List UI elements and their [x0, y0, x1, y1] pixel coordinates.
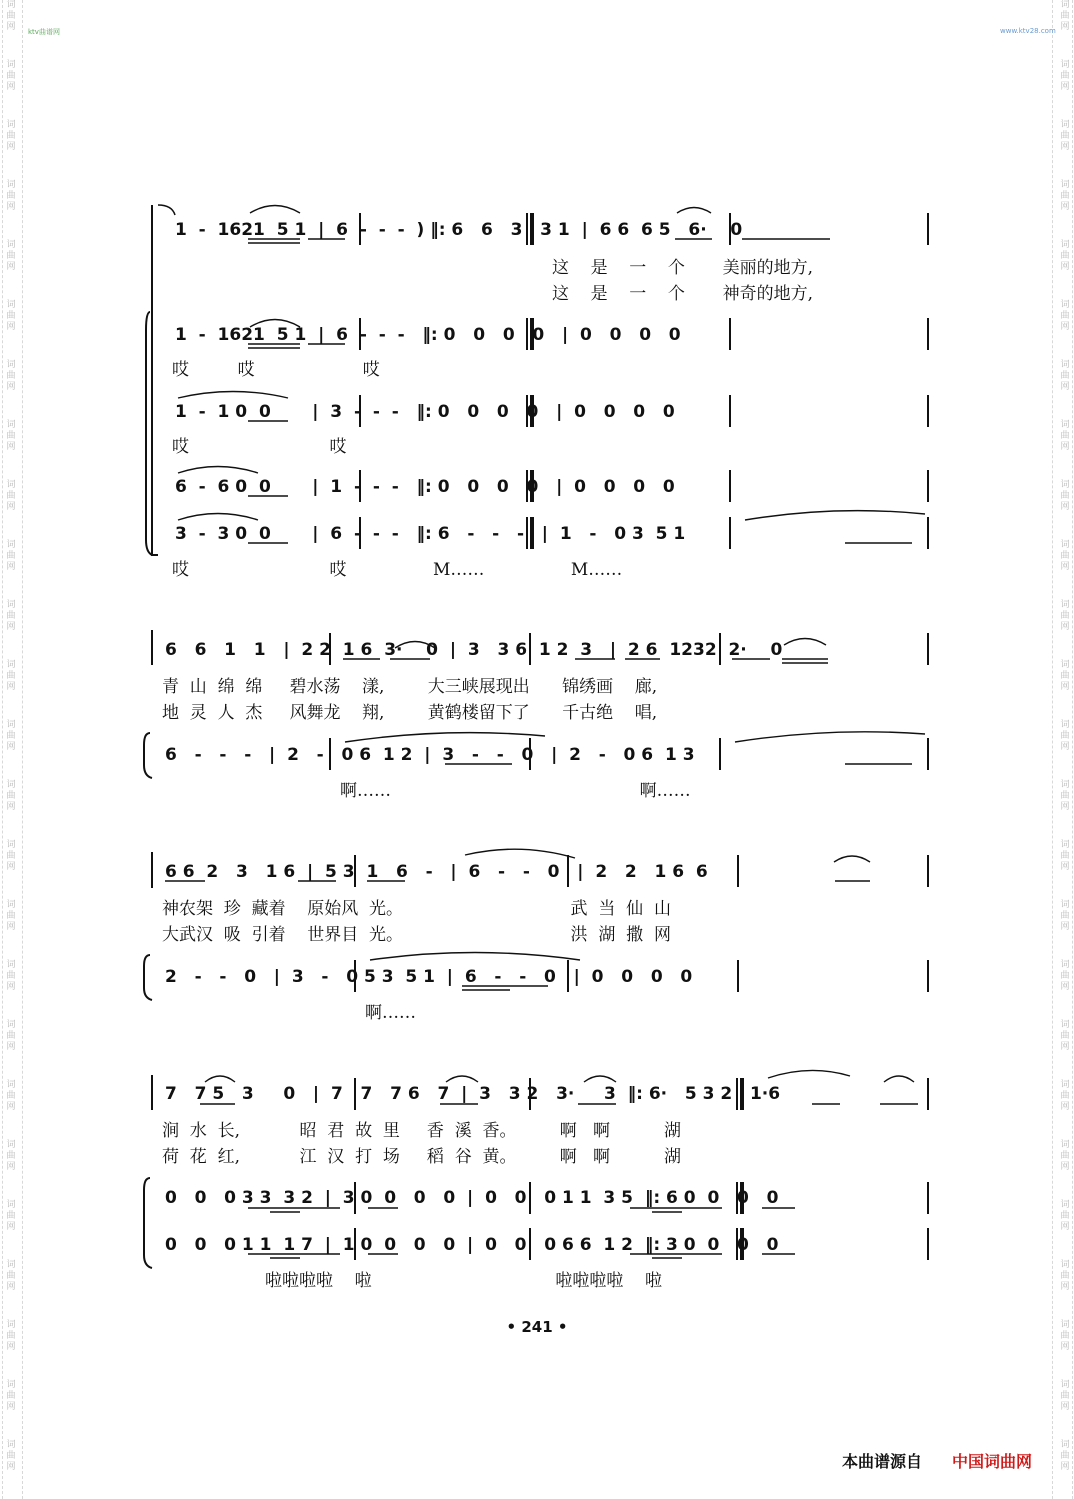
watermark-char: 网	[1060, 322, 1070, 332]
watermark-char: 词	[6, 120, 16, 130]
system3-voice2-lyric: 啊……	[365, 1003, 416, 1023]
watermark-char: 词	[1060, 720, 1070, 730]
watermark-char: 词	[1060, 420, 1070, 430]
watermark-char: 词	[6, 240, 16, 250]
watermark-char: 词	[6, 180, 16, 190]
watermark-char: 词	[6, 420, 16, 430]
system4-voice3-lyric: 啦啦啦啦 啦 啦啦啦啦 啦	[265, 1271, 662, 1291]
watermark-char: 网	[1060, 442, 1070, 452]
watermark-char: 网	[1060, 1042, 1070, 1052]
watermark-char: 网	[6, 1222, 16, 1232]
watermark-char: 词	[1060, 1080, 1070, 1090]
watermark-char: 词	[1060, 180, 1070, 190]
watermark-char: 词	[6, 300, 16, 310]
watermark-char: 网	[6, 1462, 16, 1472]
watermark-char: 词	[1060, 1260, 1070, 1270]
watermark-char: 网	[6, 622, 16, 632]
watermark-char: 网	[6, 262, 16, 272]
watermark-char: 曲	[1060, 1151, 1070, 1161]
watermark-char: 曲	[6, 191, 16, 201]
watermark-char: 曲	[1060, 1271, 1070, 1281]
watermark-char: 网	[6, 682, 16, 692]
watermark-char: 网	[1060, 22, 1070, 32]
watermark-char: 曲	[6, 611, 16, 621]
watermark-char: 词	[1060, 1200, 1070, 1210]
watermark-char: 网	[1060, 142, 1070, 152]
watermark-char: 词	[6, 60, 16, 70]
watermark-char: 词	[1060, 600, 1070, 610]
watermark-char: 网	[6, 202, 16, 212]
watermark-char: 网	[6, 1102, 16, 1112]
watermark-char: 词	[1060, 1140, 1070, 1150]
watermark-char: 曲	[6, 851, 16, 861]
watermark-char: 网	[1060, 1162, 1070, 1172]
watermark-char: 曲	[6, 431, 16, 441]
system4-lyric-verse1: 涧 水 长, 昭 君 故 里 香 溪 香。 啊 啊 湖	[162, 1121, 681, 1141]
watermark-char: 网	[6, 1342, 16, 1352]
watermark-char: 词	[1060, 0, 1070, 10]
watermark-char: 曲	[1060, 1391, 1070, 1401]
watermark-char: 曲	[6, 491, 16, 501]
watermark-char: 词	[6, 480, 16, 490]
watermark-char: 词	[1060, 1020, 1070, 1030]
watermark-char: 词	[1060, 780, 1070, 790]
watermark-char: 网	[6, 82, 16, 92]
watermark-char: 网	[1060, 1222, 1070, 1232]
watermark-char: 网	[6, 1282, 16, 1292]
watermark-char: 曲	[1060, 71, 1070, 81]
watermark-char: 网	[6, 502, 16, 512]
system4-melody-row: 7 7 5 3 0 | 7 7 7 6 7 | 3 3 2 3· 3 ‖: 6· 5 3 2 1·6	[165, 1084, 781, 1104]
watermark-char: 曲	[1060, 1031, 1070, 1041]
watermark-char: 曲	[1060, 551, 1070, 561]
system2-melody-row: 6 6 1 1 | 2 2 1 6 3· 0 | 3 3 6 1 2 3 | 2 6 1232 2· 0	[165, 640, 783, 660]
system2-lyric-verse2: 地 灵 人 杰 风舞龙 翔, 黄鹤楼留下了 千古绝 唱,	[162, 703, 658, 723]
page-number: • 241 •	[506, 1318, 568, 1336]
watermark-char: 曲	[1060, 611, 1070, 621]
watermark-char: 曲	[6, 11, 16, 21]
watermark-char: 曲	[6, 131, 16, 141]
watermark-char: 词	[6, 1020, 16, 1030]
watermark-char: 曲	[1060, 1451, 1070, 1461]
system3-lyric-verse1: 神农架 珍 藏着 原始风 光。 武 当 仙 山	[162, 899, 671, 919]
system4-voice3-row: 0 0 0 1 1 1 7 | 1 0 0 0 0 | 0 0 0 6 6 1 2 ‖: 3 0 0 0 0	[165, 1235, 779, 1255]
watermark-char: 曲	[1060, 191, 1070, 201]
watermark-char: 曲	[1060, 791, 1070, 801]
system2-lyric-verse1: 青 山 绵 绵 碧水荡 漾, 大三峡展现出 锦绣画 廊,	[162, 677, 658, 697]
system2-voice2-row: 6 - - - | 2 - 0 6 1 2 | 3 - - 0 | 2 - 0 6 1 3	[165, 745, 695, 765]
watermark-char: 网	[6, 562, 16, 572]
watermark-char: 词	[6, 960, 16, 970]
watermark-char: 词	[1060, 960, 1070, 970]
watermark-char: 网	[1060, 562, 1070, 572]
watermark-char: 曲	[6, 1091, 16, 1101]
watermark-char: 网	[1060, 862, 1070, 872]
watermark-char: 曲	[6, 1031, 16, 1041]
watermark-char: 曲	[1060, 911, 1070, 921]
watermark-char: 曲	[1060, 1211, 1070, 1221]
header-left-text: ktv曲谱网	[28, 28, 60, 36]
watermark-char: 网	[6, 922, 16, 932]
watermark-char: 网	[1060, 682, 1070, 692]
watermark-char: 网	[1060, 742, 1070, 752]
watermark-char: 网	[6, 142, 16, 152]
system1-voice3-lyric: 哎 哎	[172, 437, 347, 457]
watermark-char: 网	[6, 982, 16, 992]
watermark-char: 词	[6, 540, 16, 550]
system3-melody-row: 6 6 2 3 1 6 | 5 3 1 6 - | 6 - - 0 | 2 2 1 6 6	[165, 862, 708, 882]
watermark-char: 曲	[6, 1391, 16, 1401]
system1-melody-row: 1 - 1621 5 1 | 6 - - - ) ‖: 6 6 3 3 1 | 6 6 6 5 6· 0	[175, 220, 743, 240]
system3-lyric-verse2: 大武汉 吸 引着 世界目 光。 洪 湖 撒 网	[162, 925, 671, 945]
watermark-char: 曲	[6, 671, 16, 681]
watermark-char: 曲	[1060, 971, 1070, 981]
watermark-char: 词	[1060, 120, 1070, 130]
watermark-char: 曲	[6, 551, 16, 561]
watermark-char: 曲	[1060, 1091, 1070, 1101]
system1-voice2-row: 1 - 1621 5 1 | 6 - - - ‖: 0 0 0 0 | 0 0 0 0	[175, 325, 681, 345]
watermark-char: 词	[6, 1080, 16, 1090]
watermark-char: 曲	[1060, 491, 1070, 501]
system2-voice2-lyric: 啊…… 啊……	[340, 781, 691, 801]
watermark-char: 曲	[6, 1451, 16, 1461]
watermark-char: 曲	[1060, 671, 1070, 681]
system1-voice2-lyric: 哎 哎 哎	[172, 360, 380, 380]
source-label: 本曲谱源自	[842, 1452, 923, 1471]
watermark-char: 网	[1060, 802, 1070, 812]
watermark-char: 词	[1060, 1320, 1070, 1330]
watermark-char: 词	[6, 1440, 16, 1450]
watermark-char: 词	[1060, 900, 1070, 910]
watermark-char: 曲	[6, 791, 16, 801]
watermark-char: 网	[6, 1402, 16, 1412]
watermark-char: 词	[6, 900, 16, 910]
watermark-char: 曲	[6, 731, 16, 741]
watermark-char: 网	[1060, 1342, 1070, 1352]
watermark-char: 网	[1060, 1102, 1070, 1112]
system1-voice5-row: 3 - 3 0 0 | 6 - - - ‖: 6 - - - | 1 - 0 3 5 1	[175, 524, 686, 544]
watermark-char: 曲	[1060, 1331, 1070, 1341]
watermark-char: 曲	[6, 251, 16, 261]
watermark-char: 曲	[1060, 11, 1070, 21]
watermark-char: 词	[1060, 660, 1070, 670]
watermark-char: 词	[6, 1320, 16, 1330]
watermark-char: 词	[6, 780, 16, 790]
system4-lyric-verse2: 荷 花 红, 江 汉 打 场 稻 谷 黄。 啊 啊 湖	[162, 1147, 681, 1167]
watermark-char: 网	[6, 1042, 16, 1052]
watermark-char: 曲	[6, 1331, 16, 1341]
watermark-char: 网	[6, 742, 16, 752]
watermark-char: 词	[1060, 300, 1070, 310]
watermark-char: 网	[1060, 982, 1070, 992]
watermark-char: 曲	[1060, 371, 1070, 381]
watermark-char: 网	[6, 322, 16, 332]
watermark-char: 曲	[6, 971, 16, 981]
watermark-char: 网	[1060, 622, 1070, 632]
watermark-char: 曲	[6, 71, 16, 81]
watermark-char: 词	[6, 360, 16, 370]
watermark-char: 网	[1060, 382, 1070, 392]
watermark-char: 曲	[6, 311, 16, 321]
system1-voice3-row: 1 - 1 0 0 | 3 - - - ‖: 0 0 0 0 | 0 0 0 0	[175, 402, 675, 422]
watermark-char: 词	[6, 1140, 16, 1150]
watermark-char: 网	[6, 1162, 16, 1172]
watermark-char: 词	[6, 840, 16, 850]
system1-voice5-lyric: 哎 哎 M…… M……	[172, 560, 623, 580]
watermark-char: 词	[6, 660, 16, 670]
system1-voice4-row: 6 - 6 0 0 | 1 - - - ‖: 0 0 0 0 | 0 0 0 0	[175, 477, 675, 497]
watermark-char: 曲	[1060, 431, 1070, 441]
watermark-char: 曲	[6, 371, 16, 381]
watermark-char: 网	[1060, 1462, 1070, 1472]
watermark-char: 词	[1060, 360, 1070, 370]
watermark-char: 词	[1060, 240, 1070, 250]
watermark-char: 词	[1060, 1380, 1070, 1390]
system4-voice2-row: 0 0 0 3 3 3 2 | 3 0 0 0 0 | 0 0 0 1 1 3 5 ‖: 6 0 0 0 0	[165, 1188, 779, 1208]
watermark-char: 词	[6, 1200, 16, 1210]
watermark-char: 网	[1060, 502, 1070, 512]
source-site-link[interactable]: 中国词曲网	[952, 1452, 1033, 1471]
header-right-text: www.ktv28.com	[1000, 27, 1056, 35]
watermark-char: 词	[1060, 60, 1070, 70]
watermark-char: 词	[1060, 480, 1070, 490]
watermark-char: 词	[6, 1380, 16, 1390]
watermark-char: 网	[6, 442, 16, 452]
watermark-char: 曲	[1060, 131, 1070, 141]
watermark-char: 曲	[1060, 251, 1070, 261]
watermark-char: 网	[1060, 82, 1070, 92]
watermark-char: 曲	[6, 911, 16, 921]
system1-lyric-verse1: 这 是 一 个 美丽的地方,	[552, 258, 814, 278]
watermark-char: 网	[1060, 1282, 1070, 1292]
watermark-char: 曲	[1060, 731, 1070, 741]
watermark-char: 曲	[6, 1211, 16, 1221]
watermark-char: 词	[6, 0, 16, 10]
watermark-char: 词	[1060, 840, 1070, 850]
watermark-char: 词	[6, 720, 16, 730]
watermark-char: 曲	[6, 1151, 16, 1161]
watermark-char: 网	[6, 382, 16, 392]
watermark-char: 网	[1060, 1402, 1070, 1412]
watermark-char: 网	[6, 862, 16, 872]
watermark-char: 网	[1060, 922, 1070, 932]
watermark-char: 词	[1060, 540, 1070, 550]
watermark-char: 网	[1060, 202, 1070, 212]
watermark-char: 词	[6, 600, 16, 610]
system1-lyric-verse2: 这 是 一 个 神奇的地方,	[552, 284, 814, 304]
watermark-char: 曲	[1060, 311, 1070, 321]
watermark-char: 曲	[1060, 851, 1070, 861]
watermark-char: 网	[6, 22, 16, 32]
watermark-char: 词	[6, 1260, 16, 1270]
watermark-char: 网	[1060, 262, 1070, 272]
watermark-char: 词	[1060, 1440, 1070, 1450]
watermark-char: 网	[6, 802, 16, 812]
system3-voice2-row: 2 - - 0 | 3 - 0 5 3 5 1 | 6 - - 0 | 0 0 0 0	[165, 967, 693, 987]
watermark-char: 曲	[6, 1271, 16, 1281]
